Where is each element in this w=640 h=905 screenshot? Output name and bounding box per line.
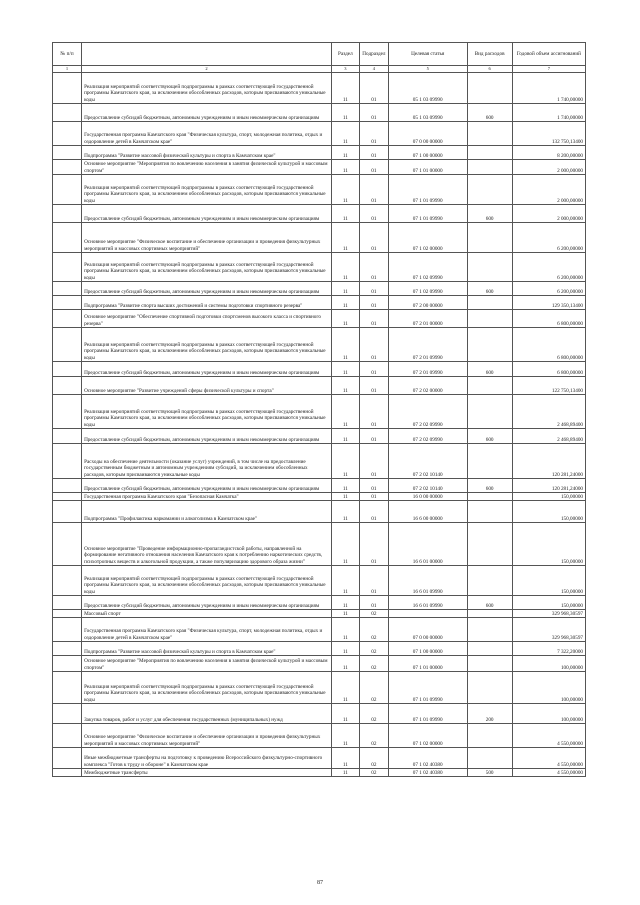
row-vr-cell xyxy=(467,444,512,479)
row-name-cell: Предоставление субсидий бюджетным, автономным учреждениям и иным некоммерческим организациям xyxy=(82,362,332,377)
row-razdel-cell: 11 xyxy=(331,395,359,429)
row-razdel-cell: 11 xyxy=(331,223,359,253)
row-podrazdel-cell: 02 xyxy=(359,704,388,724)
table-row xyxy=(53,724,586,748)
row-num-cell xyxy=(53,724,82,748)
row-sum-cell: 6 800,00000 xyxy=(512,310,585,328)
row-vr-cell: 600 xyxy=(467,596,512,610)
row-num-cell xyxy=(53,104,82,122)
row-vr-cell xyxy=(467,501,512,523)
row-cs-cell: 07 2 02 09990 xyxy=(388,429,467,444)
row-razdel-cell: 11 xyxy=(331,146,359,160)
table-row xyxy=(53,642,586,656)
row-cs-cell: 07 0 00 00000 xyxy=(388,618,467,642)
row-cs-cell: 07 2 02 10140 xyxy=(388,444,467,479)
row-sum-cell: 150,00000 xyxy=(512,493,585,501)
header-num: № п/п xyxy=(53,43,82,66)
row-sum-cell: 100,00000 xyxy=(512,656,585,672)
row-num-cell xyxy=(53,618,82,642)
row-razdel-cell: 11 xyxy=(331,104,359,122)
row-vr-cell: 600 xyxy=(467,282,512,296)
row-cs-cell: 07 2 01 00000 xyxy=(388,310,467,328)
table-row xyxy=(53,362,586,377)
row-podrazdel-cell: 01 xyxy=(359,444,388,479)
row-sum-cell: 6 200,00000 xyxy=(512,282,585,296)
row-num-cell xyxy=(53,501,82,523)
row-sum-cell: 4 550,00000 xyxy=(512,748,585,769)
row-num-cell xyxy=(53,310,82,328)
row-num-cell xyxy=(53,656,82,672)
table-row xyxy=(53,596,586,610)
row-name-cell: Предоставление субсидий бюджетным, автономным учреждениям и иным некоммерческим организациям xyxy=(82,479,332,493)
row-cs-cell: 07 1 00 00000 xyxy=(388,642,467,656)
row-cs-cell: 07 1 02 00000 xyxy=(388,724,467,748)
row-num-cell xyxy=(53,429,82,444)
row-num-cell xyxy=(53,395,82,429)
row-podrazdel-cell: 01 xyxy=(359,73,388,104)
table-row xyxy=(53,704,586,724)
row-podrazdel-cell: 01 xyxy=(359,296,388,310)
table-row xyxy=(53,656,586,672)
row-sum-cell: 150,00000 xyxy=(512,501,585,523)
row-vr-cell xyxy=(467,618,512,642)
header-podrazdel: Подраздел xyxy=(359,43,388,66)
row-name-cell: Основное мероприятие "Мероприятия по вовлечению населения в занятия физической культурой и массовым спортом" xyxy=(82,160,332,175)
row-name-cell: Подпрограмма "Развитие спорта высших достижений и системы подготовки спортивного резерва" xyxy=(82,296,332,310)
row-sum-cell: 1 740,00000 xyxy=(512,104,585,122)
row-name-cell: Предоставление субсидий бюджетным, автономным учреждениям и иным некоммерческим организациям xyxy=(82,596,332,610)
table-row xyxy=(53,253,586,282)
row-name-cell: Реализация мероприятий соответствующей подпрограммы в рамках соответствующей государственной программы Камчатского края, за исключением обособленных расходов, которым присваиваются уникальные коды xyxy=(82,566,332,596)
header-row xyxy=(53,43,586,66)
row-name-cell: Реализация мероприятий соответствующей подпрограммы в рамках соответствующей государственной программы Камчатского края, за исключением обособленных расходов, которым присваиваются уникальные коды xyxy=(82,175,332,205)
row-name-cell: Основное мероприятие "Проведение информационно-пропагандистской работы, направленной на формирование негативного отношения населения Камчатского края к потреблению наркотических средств, психотропных веществ и алкогольной продукции, а также популяризацию здорового образа жизни" xyxy=(82,523,332,566)
row-razdel-cell: 11 xyxy=(331,429,359,444)
row-cs-cell: 07 1 01 09990 xyxy=(388,704,467,724)
row-sum-cell: 6 800,00000 xyxy=(512,362,585,377)
row-vr-cell xyxy=(467,642,512,656)
row-cs-cell: 07 1 01 00000 xyxy=(388,656,467,672)
row-razdel-cell: 11 xyxy=(331,310,359,328)
row-cs-cell: 16 6 00 00000 xyxy=(388,501,467,523)
table-row xyxy=(53,444,586,479)
row-cs-cell: 07 1 01 09990 xyxy=(388,672,467,704)
row-num-cell xyxy=(53,160,82,175)
row-name-cell: Основное мероприятие "Развитие учреждений сферы физической культуры и спорта" xyxy=(82,377,332,395)
index-cell: 5 xyxy=(388,66,467,73)
row-vr-cell: 600 xyxy=(467,429,512,444)
row-name-cell: Предоставление субсидий бюджетным, автономным учреждениям и иным некоммерческим организациям xyxy=(82,104,332,122)
row-sum-cell: 100,00000 xyxy=(512,672,585,704)
row-cs-cell: 05 1 03 09990 xyxy=(388,73,467,104)
row-name-cell: Расходы на обеспечение деятельности (оказание услуг) учреждений, в том числе на предоставление государственным бюджетным и автономным учреждениям субсидий, за исключением обособленных расходов, которым присваиваются уникальные коды xyxy=(82,444,332,479)
row-cs-cell: 07 1 02 00000 xyxy=(388,223,467,253)
row-vr-cell xyxy=(467,395,512,429)
row-name-cell: Предоставление субсидий бюджетным, автономным учреждениям и иным некоммерческим организациям xyxy=(82,282,332,296)
table-row xyxy=(53,122,586,146)
table-row xyxy=(53,73,586,104)
row-vr-cell xyxy=(467,175,512,205)
row-sum-cell: 150,00000 xyxy=(512,523,585,566)
row-num-cell xyxy=(53,748,82,769)
row-razdel-cell: 11 xyxy=(331,479,359,493)
row-razdel-cell: 11 xyxy=(331,724,359,748)
row-podrazdel-cell: 01 xyxy=(359,253,388,282)
row-podrazdel-cell: 01 xyxy=(359,596,388,610)
row-cs-cell: 16 0 00 00000 xyxy=(388,493,467,501)
row-podrazdel-cell: 02 xyxy=(359,769,388,777)
row-vr-cell: 500 xyxy=(467,769,512,777)
row-razdel-cell: 11 xyxy=(331,296,359,310)
table-row xyxy=(53,104,586,122)
row-sum-cell: 4 550,00000 xyxy=(512,769,585,777)
row-vr-cell xyxy=(467,377,512,395)
row-podrazdel-cell: 01 xyxy=(359,122,388,146)
table-row xyxy=(53,479,586,493)
index-cell: 1 xyxy=(53,66,82,73)
row-cs-cell: 07 1 02 09990 xyxy=(388,253,467,282)
row-razdel-cell: 11 xyxy=(331,362,359,377)
row-podrazdel-cell: 01 xyxy=(359,282,388,296)
row-num-cell xyxy=(53,205,82,223)
row-name-cell: Реализация мероприятий соответствующей подпрограммы в рамках соответствующей государственной программы Камчатского края, за исключением обособленных расходов, которым присваиваются уникальные коды xyxy=(82,328,332,362)
page-number: 87 xyxy=(317,880,323,886)
row-razdel-cell: 11 xyxy=(331,523,359,566)
row-num-cell xyxy=(53,479,82,493)
row-vr-cell xyxy=(467,328,512,362)
table-row xyxy=(53,223,586,253)
table-row xyxy=(53,672,586,704)
row-num-cell xyxy=(53,523,82,566)
row-podrazdel-cell: 01 xyxy=(359,395,388,429)
row-razdel-cell: 11 xyxy=(331,377,359,395)
table-row xyxy=(53,296,586,310)
index-cell: 7 xyxy=(512,66,585,73)
row-vr-cell: 600 xyxy=(467,205,512,223)
table-row xyxy=(53,146,586,160)
row-num-cell xyxy=(53,362,82,377)
row-vr-cell xyxy=(467,493,512,501)
row-num-cell xyxy=(53,672,82,704)
row-vr-cell xyxy=(467,672,512,704)
row-name-cell: Государственная программа Камчатского края "Физическая культура, спорт, молодежная политика, отдых и оздоровление детей в Камчатском крае" xyxy=(82,618,332,642)
row-podrazdel-cell: 01 xyxy=(359,362,388,377)
row-cs-cell: 07 1 01 00000 xyxy=(388,160,467,175)
row-sum-cell: 1 740,00000 xyxy=(512,73,585,104)
row-sum-cell: 122 750,13400 xyxy=(512,377,585,395)
table-body xyxy=(53,73,586,777)
row-razdel-cell: 11 xyxy=(331,501,359,523)
row-name-cell: Основное мероприятие "Физическое воспитание и обеспечение организации и проведения физкультурных мероприятий и массовых спортивных мероприятий" xyxy=(82,724,332,748)
row-podrazdel-cell: 02 xyxy=(359,748,388,769)
row-sum-cell: 132 750,13400 xyxy=(512,122,585,146)
row-num-cell xyxy=(53,596,82,610)
row-name-cell: Реализация мероприятий соответствующей подпрограммы в рамках соответствующей государственной программы Камчатского края, за исключением обособленных расходов, которым присваиваются уникальные коды xyxy=(82,395,332,429)
row-razdel-cell: 11 xyxy=(331,704,359,724)
header-vr: Вид расходов xyxy=(467,43,512,66)
row-razdel-cell: 11 xyxy=(331,566,359,596)
row-razdel-cell: 11 xyxy=(331,656,359,672)
table-row xyxy=(53,523,586,566)
row-razdel-cell: 11 xyxy=(331,610,359,618)
table-row xyxy=(53,610,586,618)
budget-table xyxy=(52,42,586,777)
row-vr-cell xyxy=(467,146,512,160)
index-cell: 6 xyxy=(467,66,512,73)
row-razdel-cell: 11 xyxy=(331,122,359,146)
row-num-cell xyxy=(53,642,82,656)
row-sum-cell: 329 968,30597 xyxy=(512,618,585,642)
row-name-cell: Подпрограмма "Профилактика наркомании и алкоголизма в Камчатском крае" xyxy=(82,501,332,523)
row-sum-cell: 2 000,00000 xyxy=(512,205,585,223)
table-row xyxy=(53,501,586,523)
row-vr-cell: 600 xyxy=(467,362,512,377)
row-cs-cell: 07 1 01 09990 xyxy=(388,175,467,205)
row-podrazdel-cell: 02 xyxy=(359,642,388,656)
row-vr-cell xyxy=(467,253,512,282)
table-row xyxy=(53,160,586,175)
index-cell: 2 xyxy=(82,66,332,73)
row-sum-cell: 150,00000 xyxy=(512,566,585,596)
row-podrazdel-cell: 01 xyxy=(359,328,388,362)
row-num-cell xyxy=(53,146,82,160)
row-cs-cell: 16 6 01 09990 xyxy=(388,566,467,596)
row-name-cell: Реализация мероприятий соответствующей подпрограммы в рамках соответствующей государственной программы Камчатского края, за исключением обособленных расходов, которым присваиваются уникальные коды xyxy=(82,672,332,704)
row-vr-cell xyxy=(467,296,512,310)
row-cs-cell: 07 2 01 09990 xyxy=(388,362,467,377)
row-num-cell xyxy=(53,175,82,205)
row-podrazdel-cell: 01 xyxy=(359,523,388,566)
row-name-cell: Основное мероприятие "Физическое воспитание и обеспечение организации и проведения физкультурных мероприятий и массовых спортивных мероприятий" xyxy=(82,223,332,253)
row-num-cell xyxy=(53,444,82,479)
row-cs-cell: 07 2 01 09990 xyxy=(388,328,467,362)
row-cs-cell: 07 2 00 00000 xyxy=(388,296,467,310)
table-row xyxy=(53,310,586,328)
row-vr-cell xyxy=(467,122,512,146)
header-cs: Целевая статья xyxy=(388,43,467,66)
row-razdel-cell: 11 xyxy=(331,618,359,642)
row-name-cell: Подпрограмма "Развитие массовой физической культуры и спорта в Камчатском крае" xyxy=(82,642,332,656)
row-cs-cell: 07 2 02 09990 xyxy=(388,395,467,429)
row-vr-cell: 200 xyxy=(467,704,512,724)
row-podrazdel-cell: 02 xyxy=(359,724,388,748)
table-row xyxy=(53,566,586,596)
index-cell: 4 xyxy=(359,66,388,73)
row-name-cell: Межбюджетные трансферты xyxy=(82,769,332,777)
row-razdel-cell: 11 xyxy=(331,444,359,479)
row-sum-cell: 8 200,00000 xyxy=(512,146,585,160)
row-name-cell: Предоставление субсидий бюджетным, автономным учреждениям и иным некоммерческим организациям xyxy=(82,429,332,444)
row-num-cell xyxy=(53,282,82,296)
row-razdel-cell: 11 xyxy=(331,328,359,362)
row-razdel-cell: 11 xyxy=(331,175,359,205)
row-name-cell: Основное мероприятие "Мероприятия по вовлечению населения в занятия физической культурой и массовым спортом" xyxy=(82,656,332,672)
header-name xyxy=(82,43,332,66)
row-sum-cell: 2 468,89400 xyxy=(512,429,585,444)
row-num-cell xyxy=(53,610,82,618)
row-vr-cell xyxy=(467,73,512,104)
row-sum-cell: 2 000,00000 xyxy=(512,175,585,205)
row-cs-cell: 16 6 01 09990 xyxy=(388,596,467,610)
table-row xyxy=(53,377,586,395)
row-podrazdel-cell: 01 xyxy=(359,146,388,160)
row-sum-cell: 129 350,13400 xyxy=(512,296,585,310)
row-num-cell xyxy=(53,328,82,362)
row-razdel-cell: 11 xyxy=(331,748,359,769)
row-podrazdel-cell: 01 xyxy=(359,205,388,223)
row-vr-cell xyxy=(467,610,512,618)
row-vr-cell: 600 xyxy=(467,104,512,122)
row-name-cell: Подпрограмма "Развитие массовой физической культуры и спорта в Камчатском крае" xyxy=(82,146,332,160)
row-sum-cell: 6 200,00000 xyxy=(512,223,585,253)
row-podrazdel-cell: 01 xyxy=(359,175,388,205)
table-row xyxy=(53,205,586,223)
row-podrazdel-cell: 01 xyxy=(359,377,388,395)
row-cs-cell: 07 0 00 00000 xyxy=(388,122,467,146)
table-row xyxy=(53,175,586,205)
row-num-cell xyxy=(53,122,82,146)
row-razdel-cell: 11 xyxy=(331,205,359,223)
row-sum-cell: 120 281,24000 xyxy=(512,479,585,493)
row-vr-cell: 600 xyxy=(467,479,512,493)
row-name-cell: Основное мероприятие "Обеспечение спортивной подготовки спортсменов высокого класса и спортивного резерва" xyxy=(82,310,332,328)
row-name-cell: Закупка товаров, работ и услуг для обеспечения государственных (муниципальных) нужд xyxy=(82,704,332,724)
row-vr-cell xyxy=(467,724,512,748)
row-podrazdel-cell: 01 xyxy=(359,223,388,253)
header-sum: Годовой объем ассигнований xyxy=(512,43,585,66)
row-num-cell xyxy=(53,566,82,596)
row-cs-cell: 05 1 03 09990 xyxy=(388,104,467,122)
row-name-cell: Государственная программа Камчатского края "Безопасная Камчатка" xyxy=(82,493,332,501)
row-razdel-cell: 11 xyxy=(331,73,359,104)
row-cs-cell: 07 2 02 00000 xyxy=(388,377,467,395)
row-podrazdel-cell: 01 xyxy=(359,429,388,444)
row-podrazdel-cell: 02 xyxy=(359,672,388,704)
row-sum-cell: 100,00000 xyxy=(512,704,585,724)
row-cs-cell: 07 1 01 09990 xyxy=(388,205,467,223)
row-podrazdel-cell: 01 xyxy=(359,160,388,175)
row-num-cell xyxy=(53,493,82,501)
index-cell: 3 xyxy=(331,66,359,73)
row-cs-cell xyxy=(388,610,467,618)
row-cs-cell: 07 1 02 40380 xyxy=(388,748,467,769)
row-cs-cell: 07 1 02 09990 xyxy=(388,282,467,296)
row-podrazdel-cell: 01 xyxy=(359,310,388,328)
row-razdel-cell: 11 xyxy=(331,253,359,282)
row-podrazdel-cell: 02 xyxy=(359,618,388,642)
table-row xyxy=(53,395,586,429)
row-razdel-cell: 11 xyxy=(331,596,359,610)
row-razdel-cell: 11 xyxy=(331,160,359,175)
row-sum-cell: 150,00000 xyxy=(512,596,585,610)
row-num-cell xyxy=(53,223,82,253)
row-razdel-cell: 11 xyxy=(331,642,359,656)
row-podrazdel-cell: 01 xyxy=(359,501,388,523)
table-row xyxy=(53,748,586,769)
row-num-cell xyxy=(53,769,82,777)
row-sum-cell: 4 550,00000 xyxy=(512,724,585,748)
row-razdel-cell: 11 xyxy=(331,493,359,501)
row-vr-cell xyxy=(467,310,512,328)
row-vr-cell xyxy=(467,523,512,566)
row-vr-cell xyxy=(467,656,512,672)
row-vr-cell xyxy=(467,566,512,596)
row-num-cell xyxy=(53,377,82,395)
row-vr-cell xyxy=(467,223,512,253)
row-cs-cell: 07 1 02 40380 xyxy=(388,769,467,777)
row-sum-cell: 6 200,00000 xyxy=(512,253,585,282)
row-cs-cell: 07 2 02 10140 xyxy=(388,479,467,493)
row-vr-cell xyxy=(467,748,512,769)
row-name-cell: Предоставление субсидий бюджетным, автономным учреждениям и иным некоммерческим организациям xyxy=(82,205,332,223)
row-sum-cell: 7 322,20000 xyxy=(512,642,585,656)
table-row xyxy=(53,618,586,642)
row-podrazdel-cell: 01 xyxy=(359,479,388,493)
table-row xyxy=(53,493,586,501)
row-podrazdel-cell: 02 xyxy=(359,656,388,672)
row-podrazdel-cell: 01 xyxy=(359,493,388,501)
row-num-cell xyxy=(53,296,82,310)
row-name-cell: Реализация мероприятий соответствующей подпрограммы в рамках соответствующей государственной программы Камчатского края, за исключением обособленных расходов, которым присваиваются уникальные коды xyxy=(82,253,332,282)
row-name-cell: Иные межбюджетные трансферты на подготовку к проведению Всероссийского физкультурно-спортивного комплекса "Готов к труду и обороне" в Камчатском крае xyxy=(82,748,332,769)
table-row xyxy=(53,429,586,444)
row-cs-cell: 07 1 00 00000 xyxy=(388,146,467,160)
row-name-cell: Государственная программа Камчатского края "Физическая культура, спорт, молодежная политика, отдых и оздоровление детей в Камчатском крае" xyxy=(82,122,332,146)
table-row xyxy=(53,282,586,296)
header-razdel: Раздел xyxy=(331,43,359,66)
row-num-cell xyxy=(53,73,82,104)
row-razdel-cell: 11 xyxy=(331,672,359,704)
row-sum-cell: 6 800,00000 xyxy=(512,328,585,362)
row-podrazdel-cell: 01 xyxy=(359,566,388,596)
row-sum-cell: 329 968,30597 xyxy=(512,610,585,618)
row-num-cell xyxy=(53,704,82,724)
row-podrazdel-cell: 01 xyxy=(359,104,388,122)
index-row xyxy=(53,66,586,73)
row-sum-cell: 2 468,89400 xyxy=(512,395,585,429)
row-vr-cell xyxy=(467,160,512,175)
row-podrazdel-cell: 02 xyxy=(359,610,388,618)
row-sum-cell: 120 281,24000 xyxy=(512,444,585,479)
row-razdel-cell: 11 xyxy=(331,769,359,777)
row-name-cell: Массовый спорт xyxy=(82,610,332,618)
row-sum-cell: 2 000,00000 xyxy=(512,160,585,175)
table-row xyxy=(53,328,586,362)
row-name-cell: Реализация мероприятий соответствующей подпрограммы в рамках соответствующей государственной программы Камчатского края, за исключением обособленных расходов, которым присваиваются уникальные коды xyxy=(82,73,332,104)
row-razdel-cell: 11 xyxy=(331,282,359,296)
table-row xyxy=(53,769,586,777)
row-cs-cell: 16 6 01 00000 xyxy=(388,523,467,566)
row-num-cell xyxy=(53,253,82,282)
